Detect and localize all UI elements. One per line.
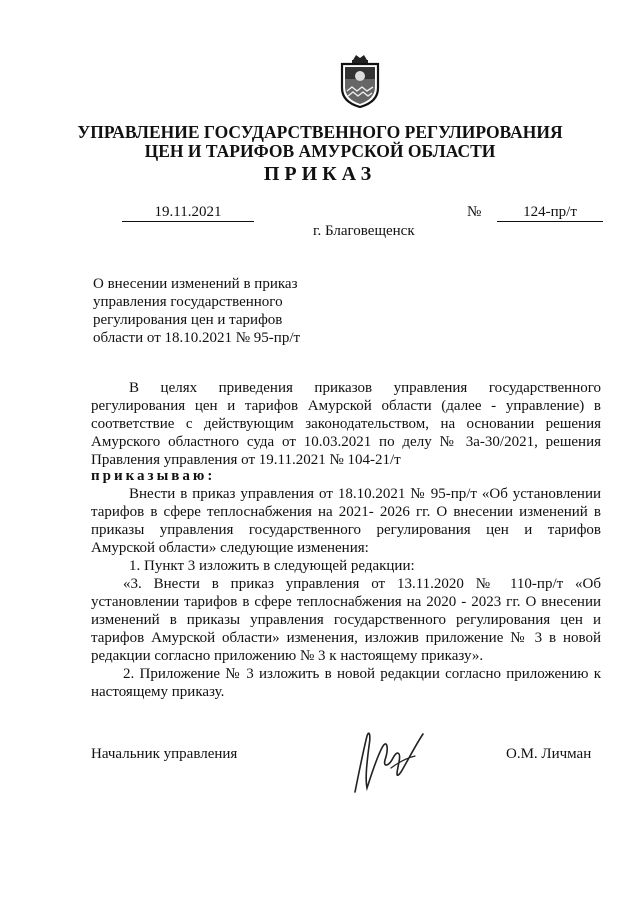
handwritten-signature: [345, 722, 433, 802]
order-word: приказываю:: [91, 468, 216, 484]
item-2-line: 2. Приложение № 3 изложить в новой редакции согласно приложению к: [123, 666, 601, 682]
item-2-line: настоящему приказу.: [91, 684, 225, 700]
authority-name-line2: ЦЕН И ТАРИФОВ АМУРСКОЙ ОБЛАСТИ: [144, 141, 496, 161]
signatory-name: О.М. Личман: [506, 746, 592, 762]
order-subject: [93, 275, 300, 347]
preamble-line: соответствие с действующим законодательством, на основании решения: [91, 416, 601, 432]
order-date: 19.11.2021: [122, 204, 254, 222]
subject-line: управления государственного: [93, 294, 283, 310]
subject-line: регулирования цен и тарифов: [93, 312, 283, 328]
preamble-line: регулирования цен и тарифов Амурской области (далее - управление) в: [91, 398, 601, 414]
item-1: 1. Пункт 3 изложить в следующей редакции:: [129, 558, 415, 574]
subject-line: области от 18.10.2021 № 95-пр/т: [93, 330, 301, 346]
number-sign: №: [467, 204, 482, 220]
subject-line: О внесении изменений в приказ: [93, 276, 298, 292]
intro-line: Амурской области» следующие изменения:: [91, 540, 369, 556]
intro-line: Внести в приказ управления от 18.10.2021 № 95-пр/т «Об установлении: [129, 486, 601, 502]
quote-line: установлении тарифов в сфере теплоснабжения на 2020 - 2023 гг. О внесении: [91, 594, 601, 610]
signatory-position: Начальник управления: [91, 746, 238, 762]
preamble-line: В целях приведения приказов управления государственного: [129, 380, 601, 396]
quote-line: «3. Внести в приказ управления от 13.11.2020 № 110-пр/т «Об: [123, 576, 601, 592]
intro-line: приказы управления государственного регулирования цен и тарифов: [91, 522, 601, 538]
authority-name-line1: УПРАВЛЕНИЕ ГОСУДАРСТВЕННОГО РЕГУЛИРОВАНИЯ: [77, 122, 563, 142]
preamble-line: Амурского областного суда от 10.03.2021 по делу № 3а-30/2021, решения: [91, 434, 601, 450]
quote-line: изменений в приказы управления государственного регулирования цен и: [91, 612, 601, 628]
document-type-title: ПРИКАЗ: [263, 163, 377, 185]
quote-line: редакции согласно приложению № 3 к настоящему приказу».: [91, 648, 484, 664]
order-number: 124-пр/т: [497, 204, 603, 222]
city: г. Благовещенск: [313, 223, 415, 239]
coat-of-arms-emblem: [339, 54, 381, 108]
quote-line: тарифов Амурской области» изменения, изложив приложение № 3 в новой: [91, 630, 601, 646]
intro-line: тарифов в сфере теплоснабжения на 2021- 2026 гг. О внесении изменений в: [91, 504, 601, 520]
preamble-line: Правления управления от 19.11.2021 № 104-21/т: [91, 452, 401, 468]
